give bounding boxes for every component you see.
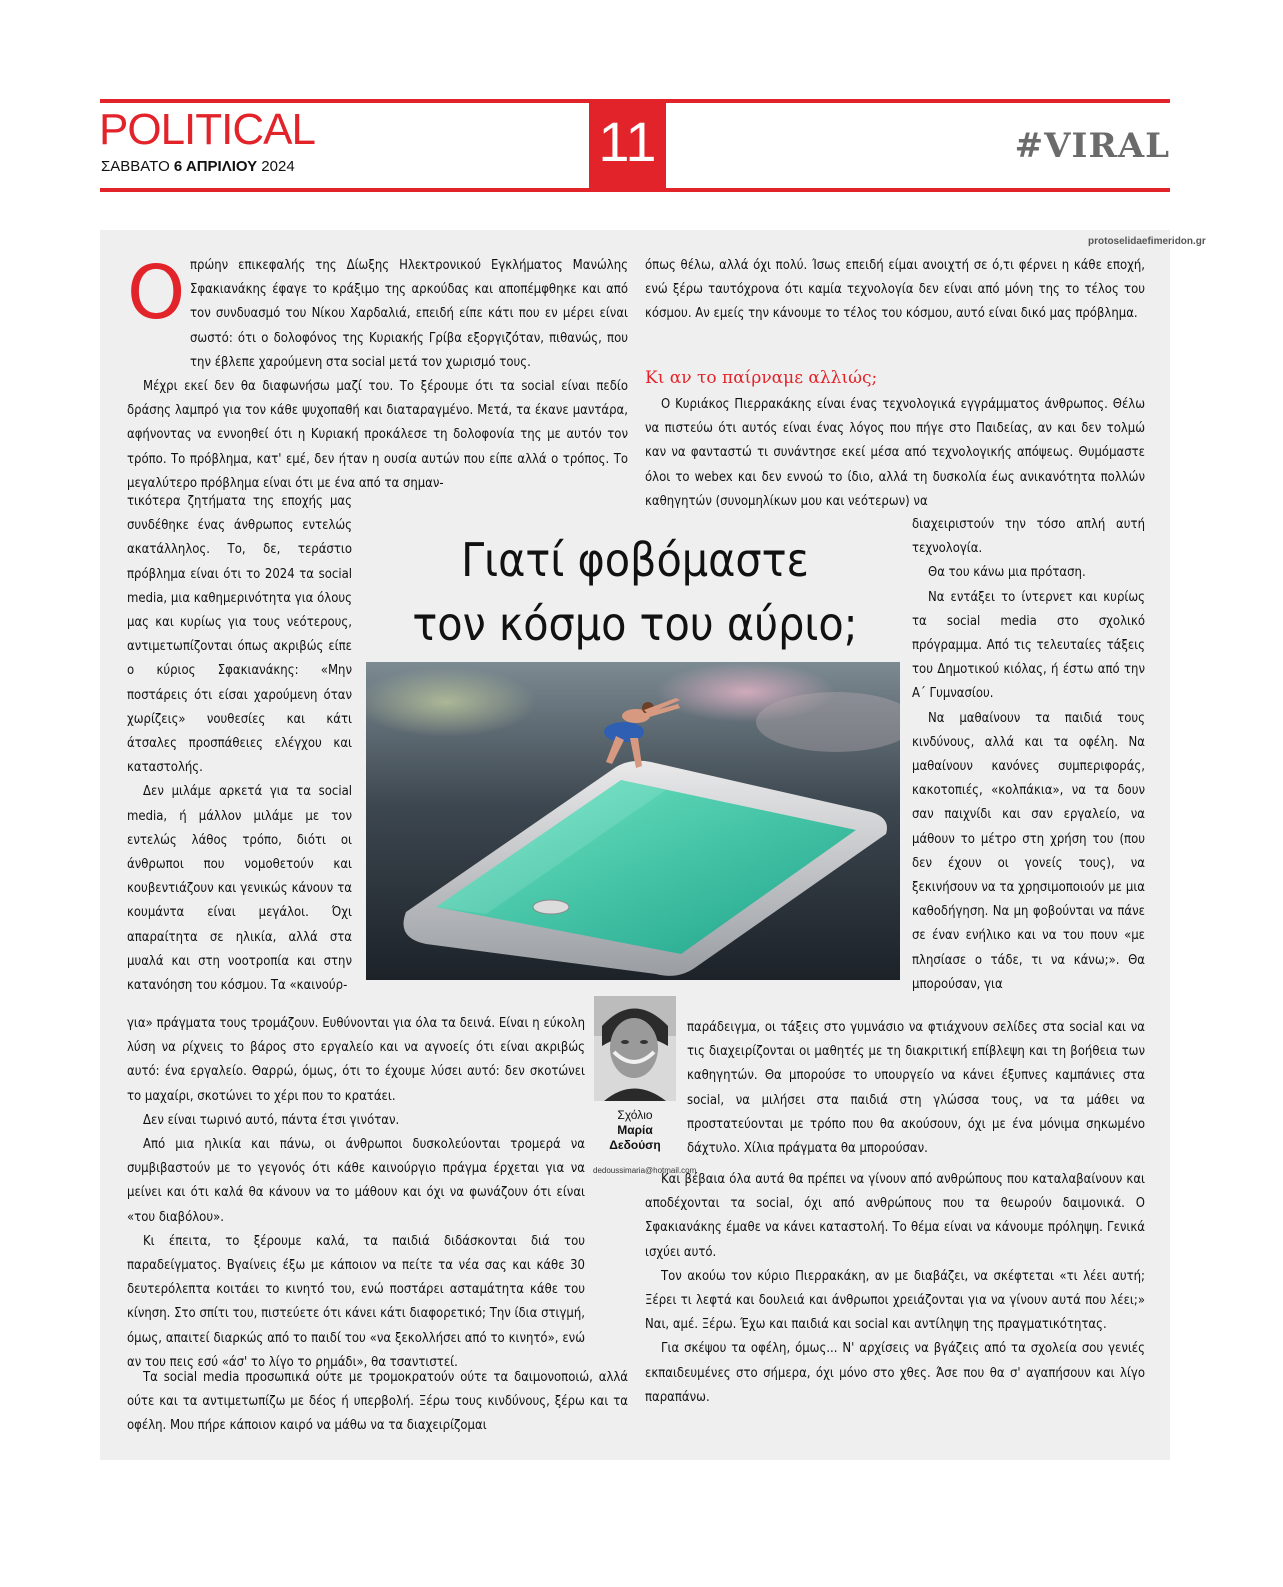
paragraph: Κι έπειτα, το ξέρουμε καλά, τα παιδιά διδάσκονται διά του παραδείγματος. Βγαίνεις έξω με κάποιον να πείτε τα νέα σας και κάθε 30 δευτερόλεπτα κοιτάει το κινητό του, ενώ ποστάρει ασταμάτητα κάθε του κίνηση. Στο σπίτι του, πιστεύετε ότι κάνει κάτι διαφορετικό; Την ίδια στιγμή, όμως, απαιτεί διαρκώς από το παιδί του «να ξεκολλήσει από το κινητό», ενώ αν του πεις εσύ «άσ' το λίγο το ρημάδι», θα τσαντιστεί. [127,1233,585,1370]
paragraph: παράδειγμα, οι τάξεις στο γυμνάσιο να φτιάχνουν σελίδες στα social και να τις διαχειρίζονται οι μαθητές με τη διακριτική επίβλεψη και τη βοήθεια των καθηγητών. Θα μπορούσε το υπουργείο να κάνει έξυπνες καμπάνιες στα social, να μιλήσει στα παιδιά στη γλώσσα τους, να τα μάθει να προστατεύονται με τρόπο που θα ακούσουν, όχι με ένα μόνιμα σηκωμένο δάχτυλο. Χίλια πράγματα θα μπορούσαν. [687,1020,1145,1157]
byline-last-name: Δεδούση [609,1138,661,1152]
paragraph: διαχειριστούν την τόσο απλή αυτή τεχνολογία. [912,517,1145,557]
article-photo [366,662,900,980]
date-year: 2024 [257,158,295,175]
paragraph: Να μαθαίνουν τα παιδιά τους κινδύνους, αλλά και τα οφέλη. Να μαθαίνουν κανόνες συμπεριφοράς, κακοτοπιές, «κολπάκια», να τα δουν σαν παιχνίδι και σαν εργαλείο, να μάθουν το μέτρο στη χρήση του (που δεν έχουν οι γονείς τους), να ξεκινήσουν να τα χρησιμοποιούν με μια καθοδήγηση. Να μη φοβούνται να πάνε σε έναν ενήλικο και να του πουν «με πλησίασε ο τάδε, τι να κάνω;». Θα μπορούσαν, για [912,710,1145,992]
paragraph: Ο Κυριάκος Πιερρακάκης είναι ένας τεχνολογικά εγγράμματος άνθρωπος. Θέλω να πιστεύω ότι αυτός είναι ένας λόγος που πήγε στο Παιδείας, αν και δεν τολμώ καν να φανταστώ τι συνάντησε εκεί μέσα από τεχνολογικής απόψεως. Θυμόμαστε όλοι το webex και δεν εννοώ το ίδιο, αλλά τη δυσκολία έως ανικανότητα πολλών καθηγητών (συνομηλίκων μου και νεότερων) να [645,397,1145,509]
left-column-bottom-2 [127,1366,628,1439]
header-rule-bottom [100,188,1170,192]
byline-first-name: Μαρία [617,1123,653,1137]
section-label[interactable]: #VIRAL [1014,126,1170,166]
brand-logo[interactable]: POLITICAL [99,105,315,154]
author-email[interactable]: dedoussimaria@hotmail.com [593,1166,697,1175]
headline-line-2: τον κόσμο του αύριο; [412,597,858,651]
right-column-narrow [912,513,1145,997]
right-column-top [645,254,1145,327]
paragraph: Τα social media προσωπικά ούτε με τρομοκρατούν ούτε τα δαιμονοποιώ, αλλά ούτε και τα αντιμετωπίζω με δέος ή υπερβολή. Ξέρω τους κινδύνους, ξέρω και τα οφέλη. Μου πήρε κάποιον καιρό να μάθω να τα διαχειρίζομαι [127,1370,628,1434]
date-day: ΣΑΒΒΑΤΟ [101,158,174,175]
paragraph: Δεν είναι τωρινό αυτό, πάντα έτσι γινόταν. [143,1112,400,1128]
paragraph: Τον ακούω τον κύριο Πιερρακάκη, αν με διαβάζει, να σκέφτεται «τι λέει αυτή; Ξέρει τι λεφτά και δουλειά και άνθρωποι χρειάζονται για να γίνουν αυτά που λέει;» Ναι, αμέ. Ξέρω. Έχω και παιδιά και social και αντίληψη της πραγματικότητας. [645,1268,1145,1333]
left-column-top [190,254,628,375]
phone-diver-illustration [366,662,900,980]
headline [370,528,900,656]
paragraph: Και βέβαια όλα αυτά θα πρέπει να γίνουν από ανθρώπους που καταλαβαίνουν και αποδέχονται τα social, όχι από ανθρώπους που τα θεωρούν δαιμονικά. Ο Σφακιανάκης έμαθε να κάνει καταστολή. Το θέμα είναι να κάνουμε πρόληψη. Γενικά ισχύει αυτό. [645,1172,1145,1260]
page-number-box [589,99,666,192]
right-column-mid [645,393,1145,514]
paragraph: Δεν μιλάμε αρκετά για τα social media, ή μάλλον μιλάμε με τον εντελώς λάθος τρόπο, διότι οι άνθρωποι που νομοθετούν και κουβεντιάζουν και γενικώς κάνουν τα κουμάντα είναι μεγάλοι. Όχι απαραίτητα σε ηλικία, αλλά στα μυαλά και στη νοοτροπία και στην κατανόηση του κόσμου. Τα «καινούρ- [127,784,352,994]
author-photo [594,996,676,1101]
paragraph: Μέχρι εκεί δεν θα διαφωνήσω μαζί του. Το ξέρουμε ότι τα social είναι πεδίο δράσης λαμπρό για τον κάθε ψυχοπαθή και διαταραγμένο. Μετά, τα έκανε μαντάρα, αφήνοντας να εννοηθεί ότι η Κυριακή προκάλεσε τη δολοφονία της με αυτόν τον τρόπο. Το πρόβλημα, κατ' εμέ, δεν ήταν η ουσία αυτών που είπε αλλά ο τρόπος. Το μεγαλύτερο πρόβλημα είναι ότι με ένα από τα σημαν- [127,379,628,491]
drop-cap: Ο [127,250,186,336]
byline-kicker: Σχόλιο [617,1108,653,1122]
date-bold: 6 ΑΠΡΙΛΙΟΥ [173,158,258,175]
paragraph: Να εντάξει το ίντερνετ και κυρίως τα social media στο σχολικό πρόγραμμα. Από τις τελευταίες τάξεις του Δημοτικού κιόλας, ή έστω από την Α΄ Γυμνασίου. [912,589,1145,702]
paragraph: Για σκέψου τα οφέλη, όμως... Ν' αρχίσεις να βγάζεις από τα σχολεία σου γενιές εκπαιδευμένες στο σήμερα, όχι μόνο στο χθες. Άσε που θα σ' αγαπήσουν και λίγο παραπάνω. [645,1341,1145,1405]
left-column-narrow [127,490,352,998]
paragraph: Θα του κάνω μια πρόταση. [928,565,1086,581]
author-portrait [594,996,676,1101]
paragraph: πρώην επικεφαλής της Δίωξης Ηλεκτρονικού Εγκλήματος Μανώλης Σφακιανάκης έφαγε το κράξιμο της αρκούδας και αποπέμφθηκε και από τον συνδυασμό του Νίκου Χαρδαλιά, επειδή είπε κάτι που εν μέρει είναι σωστό: ότι ο δολοφόνος της Κυριακής Γρίβα εξοργιζόταν, πιθανώς, που την έβλεπε χαρούμενη στα social μετά τον χωρισμό τους. [190,258,628,370]
byline [594,1108,676,1153]
right-column-bottom [687,1016,1145,1161]
subheading: Κι αν το παίρναμε αλλιώς; [645,368,878,388]
headline-line-1: Γιατί φοβόμαστε [461,533,809,587]
page-number: 11 [598,110,657,173]
watermark: protoselidaefimeridon.gr [1088,236,1206,247]
left-column-bottom [127,1012,585,1375]
paragraph: για» πράγματα τους τρομάζουν. Ευθύνονται για όλα τα δεινά. Είναι η εύκολη λύση να ρίχνεις το βάρος στο εργαλείο και να αγνοείς ότι είναι ακριβώς αυτό: ένα εργαλείο. Θαρρώ, όμως, ότι το έχουμε λύσει αυτό: δεν σκοτώνει το μαχαίρι, σκοτώνει το χέρι που το κρατάει. [127,1016,585,1104]
right-column-bottom-2 [645,1168,1145,1410]
paragraph: όπως θέλω, αλλά όχι πολύ. Ίσως επειδή είμαι ανοιχτή σε ό,τι φέρνει η κάθε εποχή, ενώ ξέρω ταυτόχρονα ότι καμία τεχνολογία δεν είναι από μόνη της το τέλος του κόσμου. Αν εμείς την κάνουμε το τέλος του κόσμου, αυτό είναι δικό μας πρόβλημα. [645,258,1145,322]
paragraph: Από μια ηλικία και πάνω, οι άνθρωποι δυσκολεύονται τρομερά να συμβιβαστούν με το γεγονός ότι κάθε καινούργιο πράγμα έρχεται για να μείνει και ότι καλά θα κάνουν να το μάθουν και όχι να φωνάζουν ότι είναι «του διαβόλου». [127,1137,585,1225]
left-column-top-2 [127,375,628,496]
paragraph: τικότερα ζητήματα της εποχής μας συνδέθηκε ένας άνθρωπος εντελώς ακατάλληλος. Το, δε, τεράστιο πρόβλημα είναι ότι το 2024 τα social media, μια καθημερινότητα για όλους μας και κυρίως για τους νεότερους, αντιμετωπίζονται όπως ακριβώς είπε ο κύριος Σφακιανάκης: «Μην ποστάρεις ότι είσαι χαρούμενη όταν χωρίζεις» νουθεσίες και κάτι άτσαλες προσπάθειες ελέγχου και καταστολής. [127,494,352,776]
issue-date [101,158,295,175]
